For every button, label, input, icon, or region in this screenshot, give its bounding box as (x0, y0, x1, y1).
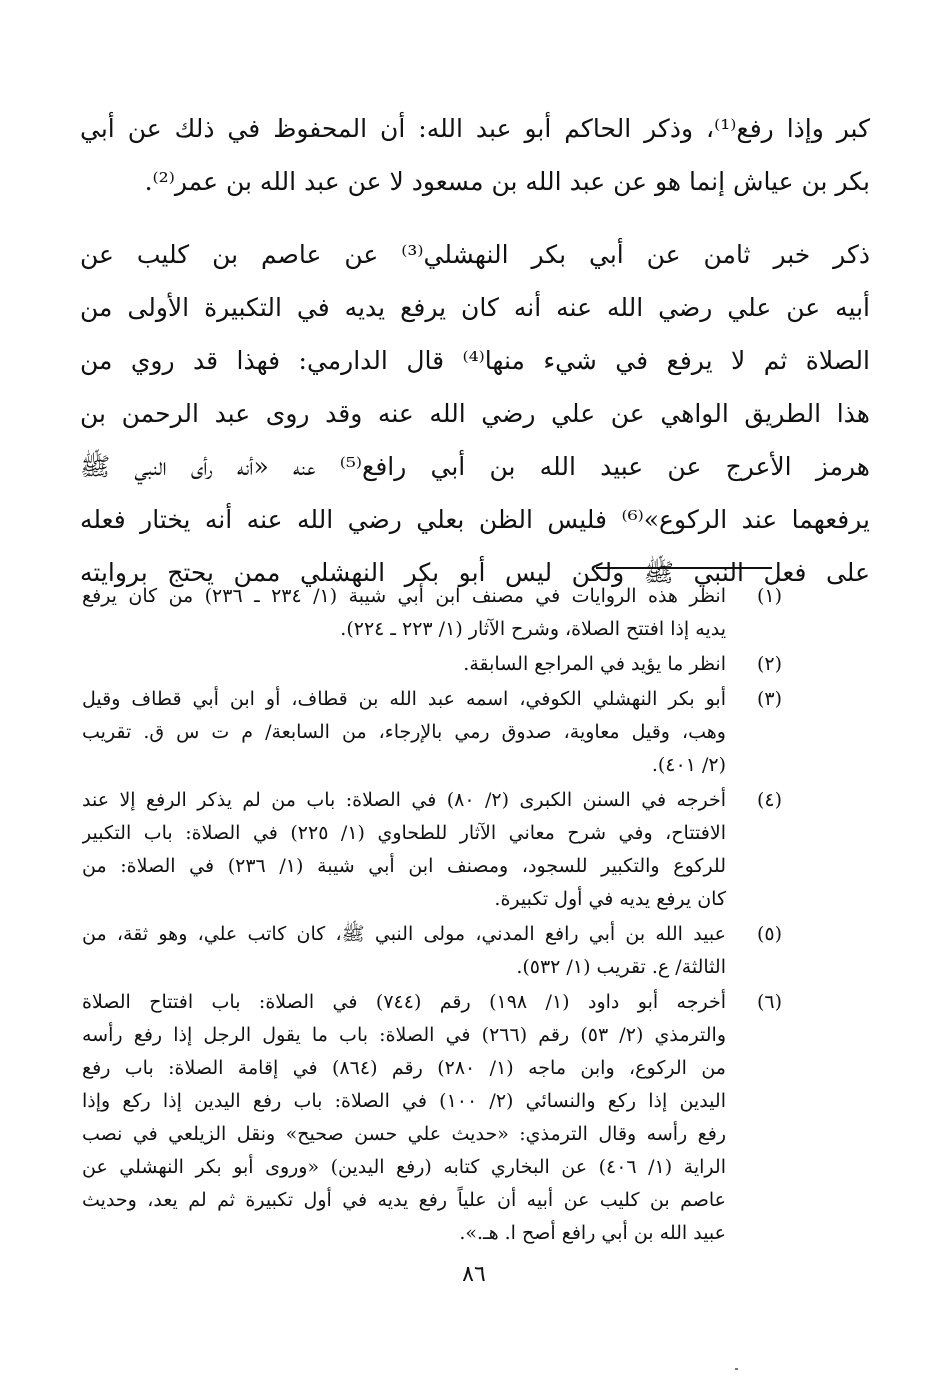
main-text-line: بكر بن عياش إنما هو عن عبد الله بن مسعود لا عن عبد الله بن عمر⁽²⁾. (144, 167, 870, 196)
page-number: ٨٦ (462, 1262, 486, 1287)
footnote-line: من الركوع، وابن ماجه (١/ ٢٨٠) رقم (٨٦٤) في إقامة الصلاة: باب رفع (82, 1057, 726, 1079)
footnote-2 (82, 648, 782, 681)
main-text-line: الصلاة ثم لا يرفع في شيء منها⁽⁴⁾ قال الدارمي: فهذا قد روي من (80, 346, 870, 375)
footnote-number: (٤) (756, 789, 782, 811)
footnote-6 (82, 986, 782, 1250)
footnote-line: رفع رأسه وقال الترمذي: «حديث علي حسن صحيح» ونقل الزيلعي في نصب (82, 1123, 726, 1145)
footnote-line: والترمذي (٢/ ٥٣) رقم (٢٦٦) في الصلاة: باب ما يقول الرجل إذا رفع رأسه (82, 1024, 726, 1046)
footnote-number: (٦) (756, 991, 782, 1013)
footnote-number: (١) (756, 585, 782, 607)
footnote-line: عبيد الله بن أبي رافع المدني، مولى النبي ﷺ، كان كاتب علي، وهو ثقة، من (82, 923, 726, 945)
footnote-4 (82, 784, 782, 916)
scan-speck (735, 1368, 738, 1370)
footnote-line: للركوع والتكبير للسجود، ومصنف ابن أبي شيبة (١/ ٢٣٦) في الصلاة: من (82, 855, 726, 877)
main-text-line: هرمز الأعرج عن عبيد الله بن أبي رافع⁽⁵⁾ عنه «أنه رأى النبي ﷺ (80, 452, 870, 481)
footnote-1 (82, 580, 782, 646)
footnote-3 (82, 683, 782, 782)
main-paragraph-1 (80, 102, 870, 208)
main-text-line: على فعل النبي ﷺ ولكن ليس أبو بكر النهشلي ممن يحتج بروايته (80, 558, 870, 587)
footnotes-section (82, 580, 782, 1252)
main-paragraph-2 (80, 228, 870, 599)
footnote-line: الراية (١/ ٤٠٦) عن البخاري كتابه (رفع اليدين) «وروى أبو بكر النهشلي عن (82, 1156, 726, 1178)
main-text-line: يرفعهما عند الركوع»⁽⁶⁾ فليس الظن بعلي رضي الله عنه أنه يختار فعله (80, 505, 870, 534)
main-text-line: أبيه عن علي رضي الله عنه أنه كان يرفع يديه في التكبيرة الأولى من (80, 293, 870, 322)
footnote-line: أخرجه أبو داود (١/ ١٩٨) رقم (٧٤٤) في الصلاة: باب افتتاح الصلاة (82, 991, 726, 1013)
footnote-line: (٢/ ٤٠١). (651, 754, 726, 776)
footnote-line: الافتتاح، وفي شرح معاني الآثار للطحاوي (١/ ٢٢٥) في الصلاة: باب التكبير (82, 822, 726, 844)
footnote-number: (٢) (756, 653, 782, 675)
main-text-line: كبر وإذا رفع⁽¹⁾، وذكر الحاكم أبو عبد الله: أن المحفوظ في ذلك عن أبي (80, 114, 870, 143)
footnote-line: أخرجه في السنن الكبرى (٢/ ٨٠) في الصلاة: باب من لم يذكر الرفع إلا عند (82, 789, 726, 811)
footnote-line: وهب، وقيل معاوية، صدوق رمي بالإرجاء، من السابعة/ م ت س ق. تقريب (82, 721, 726, 743)
footnote-line: انظر هذه الروايات في مصنف ابن أبي شيبة (١/ ٢٣٤ ـ ٢٣٦) من كان يرفع (82, 585, 726, 607)
footnote-5 (82, 918, 782, 984)
footnote-line: الثالثة/ ع. تقريب (١/ ٥٣٢). (516, 956, 726, 978)
footnote-line: يديه إذا افتتح الصلاة، وشرح الآثار (١/ ٢٢٣ ـ ٢٢٤). (340, 618, 726, 640)
footnote-line: اليدين إذا ركع والنسائي (٢/ ١٠٠) في الصلاة: باب رفع اليدين إذا ركع وإذا (82, 1090, 726, 1112)
footnote-line: عبيد الله بن أبي رافع أصح ا. هـ.». (459, 1222, 726, 1244)
footnote-line: أبو بكر النهشلي الكوفي، اسمه عبد الله بن قطاف، أو ابن أبي قطاف وقيل (82, 688, 726, 710)
footnote-line: كان يرفع يديه في أول تكبيرة. (494, 888, 726, 910)
footnote-separator (596, 567, 772, 569)
footnote-line: عاصم بن كليب عن أبيه أن علياً رفع يديه في أول تكبيرة ثم لم يعد، وحديث (82, 1189, 726, 1211)
footnote-line: انظر ما يؤيد في المراجع السابقة. (463, 653, 726, 675)
footnote-number: (٥) (756, 923, 782, 945)
main-text-line: ذكر خبر ثامن عن أبي بكر النهشلي⁽³⁾ عن عاصم بن كليب عن (80, 240, 870, 269)
main-text-line: هذا الطريق الواهي عن علي رضي الله عنه وقد روى عبد الرحمن بن (80, 399, 870, 428)
footnote-number: (٣) (756, 688, 782, 710)
